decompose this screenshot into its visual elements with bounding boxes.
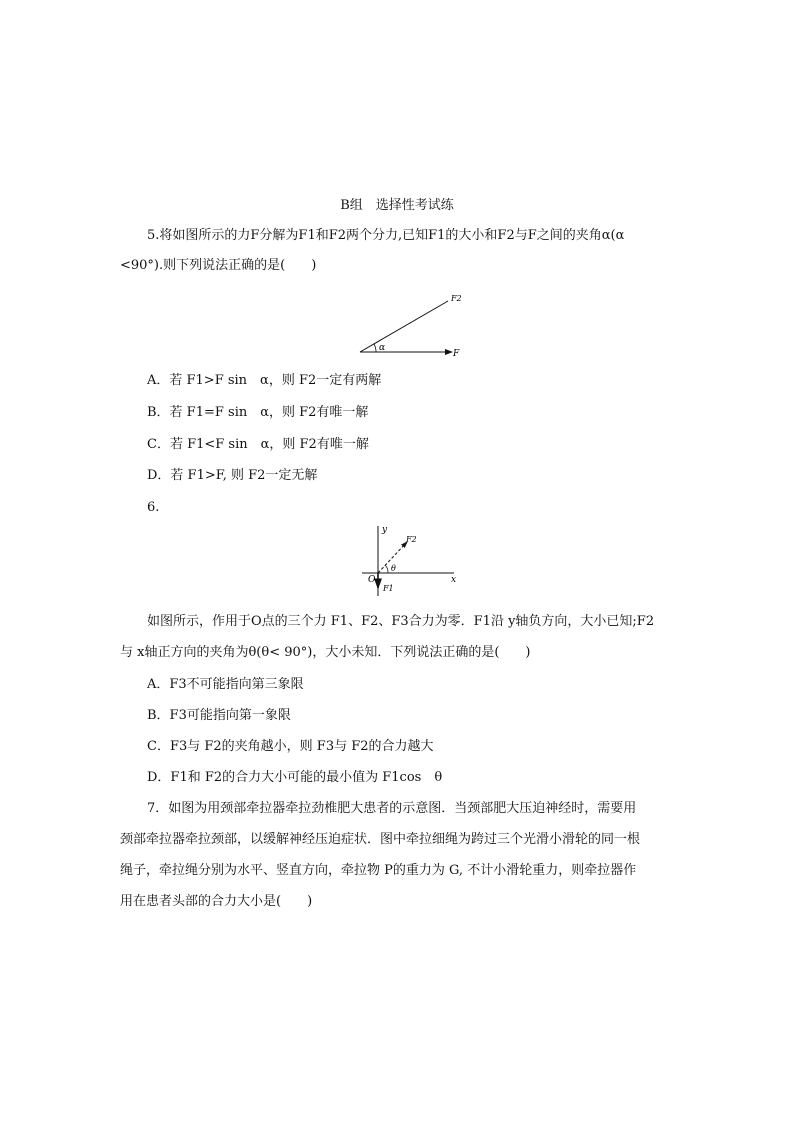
- q7-line2: 颈部牵拉器牵拉颈部，以缓解神经压迫症状．图中牵拉细绳为跨过三个光滑小滑轮的同一根: [120, 832, 641, 847]
- f2-label: F2: [451, 294, 462, 303]
- q5-option-c: C．若 F1<F sin α，则 F2有唯一解: [147, 437, 369, 452]
- q5-option-d: D．若 F1>F, 则 F2一定无解: [147, 468, 318, 483]
- f2-label: F2: [406, 535, 417, 544]
- q5-stem-line1: 5.将如图所示的力F分解为F1和F2两个分力,已知F1的大小和F2与F之间的夹角α(α: [147, 228, 625, 243]
- q7-line1: 7．如图为用颈部牵拉器牵拉劲椎肥大患者的示意图．当颈部肥大压迫神经时，需要用: [147, 801, 637, 816]
- q5-option-a: A．若 F1>F sin α，则 F2一定有两解: [147, 373, 382, 388]
- q6-option-b: B．F3可能指向第一象限: [147, 708, 291, 723]
- q6-force-diagram: [360, 520, 465, 600]
- q5-force-diagram: [356, 288, 466, 360]
- q6-option-a: A．F3不可能指向第三象限: [147, 677, 304, 692]
- y-label: y: [382, 525, 388, 535]
- theta-label: θ: [391, 564, 396, 573]
- force-f2-line: [360, 301, 448, 352]
- x-label: x: [451, 575, 457, 585]
- q6-number: 6.: [147, 500, 160, 515]
- q6-option-d: D．F1和 F2的合力大小可能的最小值为 F1cos θ: [147, 770, 443, 785]
- alpha-arc: [374, 344, 376, 352]
- q7-line3: 绳子，牵拉绳分别为水平、竖直方向，牵拉物 P的重力为 G, 不计小滑轮重力，则牵拉器作: [120, 863, 637, 878]
- q6-option-c: C．F3与 F2的夹角越小，则 F3与 F2的合力越大: [147, 739, 434, 754]
- q7-line4: 用在患者头部的合力大小是( ): [120, 894, 313, 909]
- origin-label: O: [368, 575, 376, 585]
- q5-option-b: B．若 F1=F sin α，则 F2有唯一解: [147, 405, 369, 420]
- f1-label: F1: [383, 584, 394, 593]
- q6-stem-line1: 如图所示，作用于O点的三个力 F1、F2、F3合力为零．F1沿 y轴负方向，大小已知;F2: [147, 614, 655, 629]
- theta-arc: [385, 565, 388, 573]
- alpha-label: α: [379, 343, 386, 353]
- q6-stem-line2: 与 x轴正方向的夹角为θ(θ< 90°)，大小未知．下列说法正确的是( ): [120, 645, 531, 660]
- f-label: F: [453, 349, 460, 359]
- section-title: B组 选择性考试练: [340, 198, 454, 213]
- q5-stem-line2: <90°).则下列说法正确的是( ): [120, 258, 317, 273]
